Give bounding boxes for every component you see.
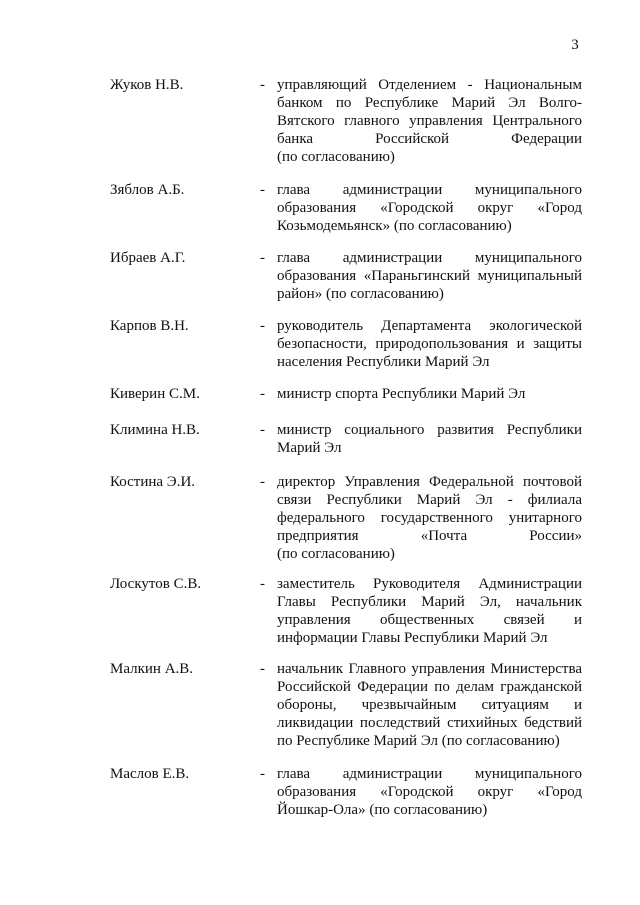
position-line: управления общественных связей и xyxy=(277,612,582,628)
separator-dash: - xyxy=(260,576,265,592)
position-line: банка Российской Федерации xyxy=(277,131,582,147)
page-number: 3 xyxy=(571,37,579,53)
separator-dash: - xyxy=(260,77,265,93)
position-line: связи Республики Марий Эл - филиала xyxy=(277,492,582,508)
member-position xyxy=(277,181,582,235)
position-line: населения Республики Марий Эл xyxy=(277,354,490,370)
position-line: начальник Главного управления Министерства xyxy=(277,661,582,677)
position-line: министр социального развития Республики xyxy=(277,422,582,438)
position-line: Российской Федерации по делам гражданской xyxy=(277,679,582,695)
member-position xyxy=(277,317,582,371)
separator-dash: - xyxy=(260,474,265,490)
separator-dash: - xyxy=(260,318,265,334)
member-position xyxy=(277,660,582,750)
position-line: управляющий Отделением - Национальным xyxy=(277,77,582,93)
position-line: обороны, чрезвычайным ситуациям и xyxy=(277,697,582,713)
position-line: министр спорта Республики Марий Эл xyxy=(277,386,526,402)
position-line: банком по Республике Марий Эл Волго- xyxy=(277,95,582,111)
member-position xyxy=(277,421,582,457)
position-line: Вятского главного управления Центрального xyxy=(277,113,582,129)
position-line: информации Главы Республики Марий Эл xyxy=(277,630,548,646)
member-position xyxy=(277,765,582,819)
separator-dash: - xyxy=(260,386,265,402)
position-line: глава администрации муниципального xyxy=(277,250,582,266)
position-line: глава администрации муниципального xyxy=(277,766,582,782)
member-name: Маслов Е.В. xyxy=(110,766,190,782)
member-name: Лоскутов С.В. xyxy=(110,576,202,592)
position-line: федерального государственного унитарного xyxy=(277,510,582,526)
separator-dash: - xyxy=(260,422,265,438)
position-line: Йошкар-Ола» (по согласованию) xyxy=(277,802,488,818)
separator-dash: - xyxy=(260,182,265,198)
member-position xyxy=(277,575,582,647)
member-name: Малкин А.В. xyxy=(110,661,194,677)
position-line: безопасности, природопользования и защиты xyxy=(277,336,582,352)
position-line: Главы Республики Марий Эл, начальник xyxy=(277,594,582,610)
separator-dash: - xyxy=(260,766,265,782)
position-line: директор Управления Федеральной почтовой xyxy=(277,474,582,490)
member-name: Костина Э.И. xyxy=(110,474,196,490)
position-line: образования «Параньгинский муниципальный xyxy=(277,268,582,284)
position-line: заместитель Руководителя Администрации xyxy=(277,576,582,592)
member-position xyxy=(277,473,582,563)
position-line: образования «Городской округ «Город xyxy=(277,200,582,216)
member-name: Климина Н.В. xyxy=(110,422,200,438)
member-name: Карпов В.Н. xyxy=(110,318,189,334)
position-line: по Республике Марий Эл (по согласованию) xyxy=(277,733,560,749)
member-name: Жуков Н.В. xyxy=(110,77,184,93)
position-line: ликвидации последствий стихийных бедствий xyxy=(277,715,582,731)
position-line: образования «Городской округ «Город xyxy=(277,784,582,800)
position-line: Марий Эл xyxy=(277,440,342,456)
member-name: Зяблов А.Б. xyxy=(110,182,185,198)
member-name: Киверин С.М. xyxy=(110,386,200,402)
position-line: (по согласованию) xyxy=(277,149,395,165)
position-line: (по согласованию) xyxy=(277,546,395,562)
position-line: предприятия «Почта России» xyxy=(277,528,582,544)
position-line: глава администрации муниципального xyxy=(277,182,582,198)
position-line: руководитель Департамента экологической xyxy=(277,318,582,334)
position-line: район» (по согласованию) xyxy=(277,286,444,302)
member-position xyxy=(277,385,582,403)
separator-dash: - xyxy=(260,661,265,677)
member-position xyxy=(277,249,582,303)
member-position xyxy=(277,76,582,166)
separator-dash: - xyxy=(260,250,265,266)
member-name: Ибраев А.Г. xyxy=(110,250,186,266)
position-line: Козьмодемьянск» (по согласованию) xyxy=(277,218,512,234)
